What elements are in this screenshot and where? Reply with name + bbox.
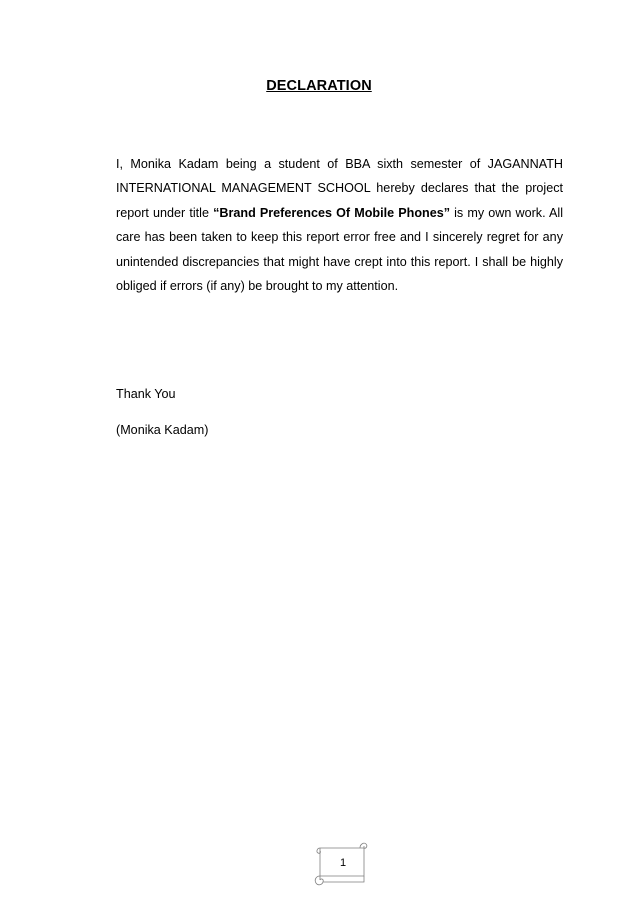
signature-name: (Monika Kadam) xyxy=(116,423,209,437)
declaration-paragraph xyxy=(116,152,563,298)
declaration-text-start: I, Monika Kadam being a student of BBA sixth semester of JAGANNATH INTERNATIONAL MANAGEMENT SCHOOL hereby declares that the project report under title xyxy=(116,157,563,220)
page-number: 1 xyxy=(339,857,347,869)
report-title: “Brand Preferences Of Mobile Phones” xyxy=(213,205,451,220)
declaration-text-end: is my own work. All care has been taken to keep this report error free and I sincerely regret for any unintended discrepancies that might have crept into this report. I shall be highly obliged if errors (if any) be brought to my attention. xyxy=(116,205,563,294)
closing-text: Thank You xyxy=(116,387,176,401)
page-number-scroll-icon xyxy=(308,840,370,888)
page-title: DECLARATION xyxy=(266,78,372,94)
